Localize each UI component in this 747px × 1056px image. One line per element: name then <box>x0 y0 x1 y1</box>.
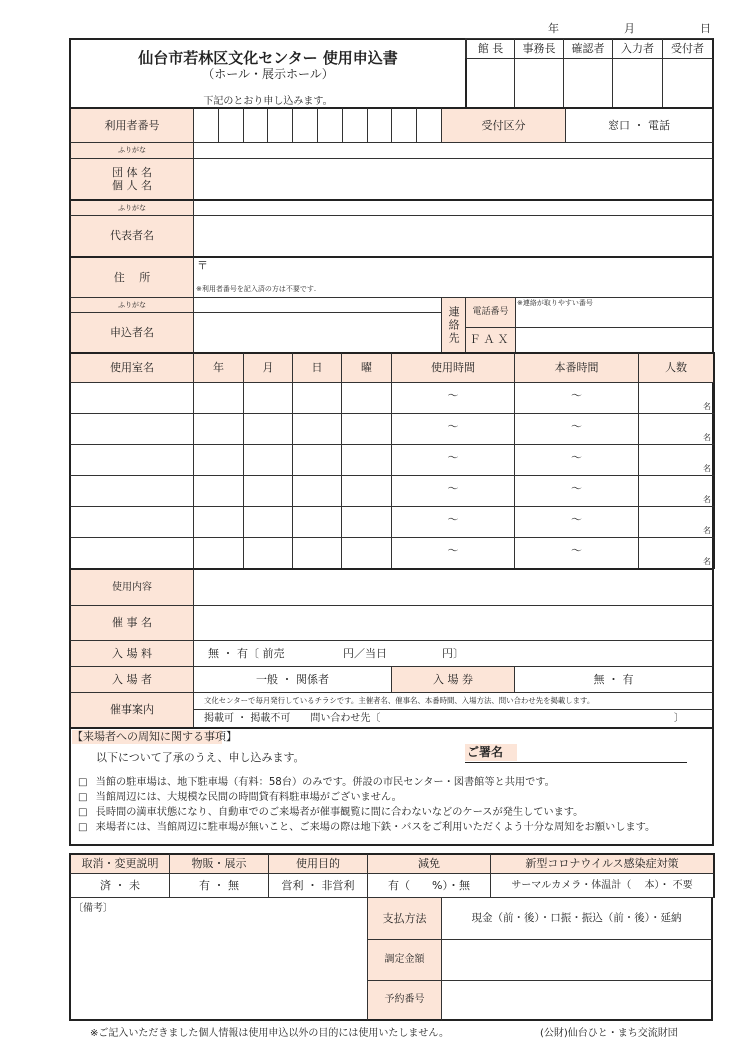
user-number-digit-cell[interactable] <box>416 107 442 143</box>
people-unit: 名 <box>703 402 711 412</box>
time-range-tilde: ～ <box>447 389 459 402</box>
phone-label: 電話番号 <box>465 297 516 328</box>
usage-cell[interactable] <box>391 382 515 414</box>
applicant-name-field[interactable] <box>193 312 442 353</box>
time-range-tilde: ～ <box>447 420 459 433</box>
usage-cell[interactable] <box>391 537 515 569</box>
office-value-cell[interactable]: サーマルカメラ・体温計（ 本）・ 不要 <box>490 873 715 898</box>
user-number-digit-cell[interactable] <box>267 107 293 143</box>
usage-cell[interactable] <box>292 475 342 507</box>
notice-consent: 以下について了承のうえ、申し込みます。 <box>96 751 305 764</box>
usage-cell[interactable] <box>341 444 392 476</box>
guide-label: 催事案内 <box>69 692 194 728</box>
usage-cell[interactable] <box>292 444 342 476</box>
notice-heading: 【来場者への周知に関する事項】 <box>72 730 237 743</box>
office-header-cell: 取消・変更説明 <box>69 853 170 874</box>
usage-cell[interactable] <box>391 475 515 507</box>
usage-header-cell: 使用室名 <box>69 352 194 383</box>
usage-cell[interactable] <box>292 506 342 538</box>
usage-cell[interactable] <box>514 382 639 414</box>
user-number-digit-cell[interactable] <box>243 107 269 143</box>
usage-cell[interactable] <box>292 413 342 445</box>
usage-cell[interactable] <box>69 537 194 569</box>
applicant-name-label: 申込者名 <box>69 312 194 353</box>
notice-item-text: 当館周辺には、大規模な民間の時間貸有料駐車場がございません。 <box>95 792 402 803</box>
office-header-cell: 使用目的 <box>268 853 368 874</box>
usage-cell[interactable] <box>69 382 194 414</box>
usage-cell[interactable] <box>243 537 293 569</box>
notice-item <box>78 803 583 818</box>
usage-header-cell: 使用時間 <box>391 352 515 383</box>
usage-cell[interactable] <box>638 382 715 414</box>
approval-stamp-box[interactable] <box>514 58 564 108</box>
intro-text: 下記のとおり申し込みます。 <box>203 96 333 107</box>
usage-cell[interactable] <box>341 382 392 414</box>
approval-stamp-box[interactable] <box>612 58 663 108</box>
reception-label: 受付区分 <box>441 107 566 143</box>
usage-cell[interactable] <box>391 506 515 538</box>
reception-value[interactable]: 窓口 ・ 電話 <box>565 107 714 143</box>
time-range-tilde: ～ <box>571 389 582 402</box>
usage-cell[interactable] <box>514 475 639 507</box>
fee-label: 入 場 料 <box>69 640 194 667</box>
usage-cell[interactable] <box>341 413 392 445</box>
form-subtitle: （ホール・展示ホール） <box>202 67 334 81</box>
usage-cell[interactable] <box>69 413 194 445</box>
guide-close: 〕 <box>674 712 684 724</box>
payment-field[interactable]: 現金（前・後）・口振・振込（前・後）・延納 <box>441 897 713 940</box>
time-range-tilde: ～ <box>571 451 582 464</box>
usage-cell[interactable] <box>243 506 293 538</box>
content-field[interactable] <box>193 568 714 606</box>
people-unit: 名 <box>703 495 711 505</box>
usage-cell[interactable] <box>69 444 194 476</box>
guide-field[interactable] <box>193 709 714 728</box>
usage-cell[interactable] <box>243 444 293 476</box>
checkbox-icon[interactable]: □ <box>78 807 88 818</box>
event-name-field[interactable] <box>193 605 714 641</box>
date-year-label: 年 <box>548 22 559 35</box>
address-label: 住 所 <box>69 256 194 298</box>
usage-header-cell: 月 <box>243 352 293 383</box>
rep-furigana-field[interactable] <box>193 199 714 216</box>
organization-name: (公財)仙台ひと・まち交流財団 <box>540 1028 678 1039</box>
office-value-cell[interactable]: 有 ・ 無 <box>169 873 269 898</box>
usage-cell[interactable] <box>341 475 392 507</box>
office-header-cell: 減免 <box>367 853 491 874</box>
time-range-tilde: ～ <box>447 482 459 495</box>
group-furigana-label: ふりがな <box>69 142 194 159</box>
usage-cell[interactable] <box>638 444 715 476</box>
user-number-digit-cell[interactable] <box>391 107 417 143</box>
user-number-digit-cell[interactable] <box>342 107 368 143</box>
usage-cell[interactable] <box>638 475 715 507</box>
usage-cell[interactable] <box>341 537 392 569</box>
approval-stamp-box[interactable] <box>563 58 613 108</box>
amount-label: 調定金額 <box>367 939 442 981</box>
user-number-digit-cell[interactable] <box>218 107 244 143</box>
usage-cell[interactable] <box>292 537 342 569</box>
usage-cell[interactable] <box>193 537 244 569</box>
signature-label: ご署名 <box>465 744 517 761</box>
usage-header-cell: 人数 <box>638 352 715 383</box>
approval-header: 確認者 <box>563 38 613 59</box>
attendee-field[interactable]: 一般 ・ 関係者 <box>193 666 392 693</box>
time-range-tilde: ～ <box>571 544 582 557</box>
usage-cell[interactable] <box>638 506 715 538</box>
notice-item-text: 来場者には、当館周辺に駐車場が無いこと、ご来場の際は地下鉄・バスをご利用いただくよう十分な周知をお願いします。 <box>95 822 656 833</box>
attendee-label: 入 場 者 <box>69 666 194 693</box>
user-number-digit-cell[interactable] <box>193 107 219 143</box>
group-name-label-line1: 団 体 名 <box>112 165 152 179</box>
usage-cell[interactable] <box>514 506 639 538</box>
notice-item-text: 当館の駐車場は、地下駐車場（有料：58台）のみです。併設の市民センター・図書館等と共用です。 <box>95 777 555 788</box>
group-furigana-field[interactable] <box>193 142 714 159</box>
reservation-label: 予約番号 <box>367 980 442 1021</box>
event-name-label: 催 事 名 <box>69 605 194 641</box>
postal-mark: 〒 <box>197 259 208 272</box>
user-number-digit-cell[interactable] <box>292 107 318 143</box>
usage-cell[interactable] <box>193 444 244 476</box>
checkbox-icon[interactable]: □ <box>78 822 88 833</box>
address-note: ※利用者番号を記入済の方は不要です. <box>196 285 317 293</box>
usage-header-cell: 本番時間 <box>514 352 639 383</box>
group-name-field[interactable] <box>193 158 714 200</box>
usage-cell[interactable] <box>193 475 244 507</box>
remarks-label: 〔備考〕 <box>73 903 113 914</box>
rep-name-label: 代表者名 <box>69 215 194 257</box>
amount-field[interactable] <box>441 939 713 981</box>
office-value-cell[interactable]: 有（ %）・無 <box>367 873 491 898</box>
phone-note: ※連絡が取りやすい番号 <box>517 299 593 307</box>
ticket-field[interactable]: 無 ・ 有 <box>514 666 714 693</box>
approval-header: 館 長 <box>465 38 515 59</box>
signature-line[interactable] <box>465 762 687 763</box>
usage-cell[interactable] <box>69 475 194 507</box>
date-month-label: 月 <box>624 22 635 35</box>
notice-item <box>78 788 402 803</box>
rep-furigana-label: ふりがな <box>69 199 194 216</box>
time-range-tilde: ～ <box>447 513 459 526</box>
time-range-tilde: ～ <box>447 544 459 557</box>
applicant-furigana-field[interactable] <box>193 297 442 313</box>
usage-cell[interactable] <box>243 382 293 414</box>
guide-note: 文化センターで毎月発行しているチラシです。主催者名、催事名、本番時間、入場方法、問い合わせ先を掲載します。 <box>193 692 714 710</box>
remarks-field[interactable] <box>69 897 368 1021</box>
usage-header-cell: 日 <box>292 352 342 383</box>
form-title: 仙台市若林区文化センター 使用申込書 <box>138 49 398 67</box>
office-value-cell[interactable]: 営利 ・ 非営利 <box>268 873 368 898</box>
time-range-tilde: ～ <box>571 513 582 526</box>
user-number-digit-cell[interactable] <box>367 107 393 143</box>
usage-cell[interactable] <box>391 413 515 445</box>
notice-item <box>78 818 655 833</box>
approval-header: 入力者 <box>612 38 663 59</box>
usage-cell[interactable] <box>638 413 715 445</box>
usage-cell[interactable] <box>193 382 244 414</box>
usage-cell[interactable] <box>292 382 342 414</box>
fee-field[interactable]: 無 ・ 有〔 前売 円／当日 円〕 <box>193 640 714 667</box>
payment-label: 支払方法 <box>367 897 442 940</box>
rep-name-field[interactable] <box>193 215 714 257</box>
time-range-tilde: ～ <box>571 420 582 433</box>
ticket-label: 入 場 券 <box>391 666 515 693</box>
contact-label: 連絡先 <box>441 297 466 353</box>
usage-cell[interactable] <box>243 475 293 507</box>
fax-field[interactable] <box>515 327 714 353</box>
usage-cell[interactable] <box>243 413 293 445</box>
office-header-cell: 新型コロナウイルス感染症対策 <box>490 853 715 874</box>
notice-item-text: 長時間の満車状態になり、自動車でのご来場者が催事観覧に間に合わないなどのケースが発生しています。 <box>95 807 584 818</box>
user-number-label: 利用者番号 <box>69 107 194 143</box>
usage-cell[interactable] <box>638 537 715 569</box>
usage-header-cell: 曜 <box>341 352 392 383</box>
approval-stamp-box[interactable] <box>662 58 714 108</box>
approval-header: 受付者 <box>662 38 714 59</box>
people-unit: 名 <box>703 464 711 474</box>
usage-cell[interactable] <box>391 444 515 476</box>
date-day-label: 日 <box>700 22 711 35</box>
form-header <box>71 40 465 107</box>
usage-cell[interactable] <box>341 506 392 538</box>
usage-cell[interactable] <box>514 413 639 445</box>
usage-cell[interactable] <box>514 537 639 569</box>
time-range-tilde: ～ <box>571 482 582 495</box>
content-label: 使用内容 <box>69 568 194 606</box>
group-name-label-line2: 個 人 名 <box>112 179 152 192</box>
people-unit: 名 <box>703 557 711 567</box>
notice-item <box>78 773 555 788</box>
user-number-digit-cell[interactable] <box>317 107 343 143</box>
office-header-cell: 物販・展示 <box>169 853 269 874</box>
people-unit: 名 <box>703 526 711 536</box>
checkbox-icon[interactable]: □ <box>78 792 88 803</box>
checkbox-icon[interactable]: □ <box>78 777 88 788</box>
approval-header: 事務長 <box>514 38 564 59</box>
group-name-label <box>69 158 194 200</box>
approval-stamp-box[interactable] <box>465 58 515 108</box>
usage-cell[interactable] <box>514 444 639 476</box>
fax-label: ＦＡＸ <box>465 327 516 353</box>
usage-cell[interactable] <box>69 506 194 538</box>
time-range-tilde: ～ <box>447 451 459 464</box>
privacy-note: ※ご記入いただきました個人情報は使用申込以外の目的には使用いたしません。 <box>90 1028 449 1039</box>
usage-header-cell: 年 <box>193 352 244 383</box>
reservation-field[interactable] <box>441 980 713 1021</box>
office-value-cell[interactable]: 済 ・ 未 <box>69 873 170 898</box>
guide-value: 掲載可 ・ 掲載不可 問い合わせ先〔 <box>204 712 381 724</box>
usage-cell[interactable] <box>193 506 244 538</box>
usage-cell[interactable] <box>193 413 244 445</box>
applicant-furigana-label: ふりがな <box>69 297 194 313</box>
people-unit: 名 <box>703 433 711 443</box>
